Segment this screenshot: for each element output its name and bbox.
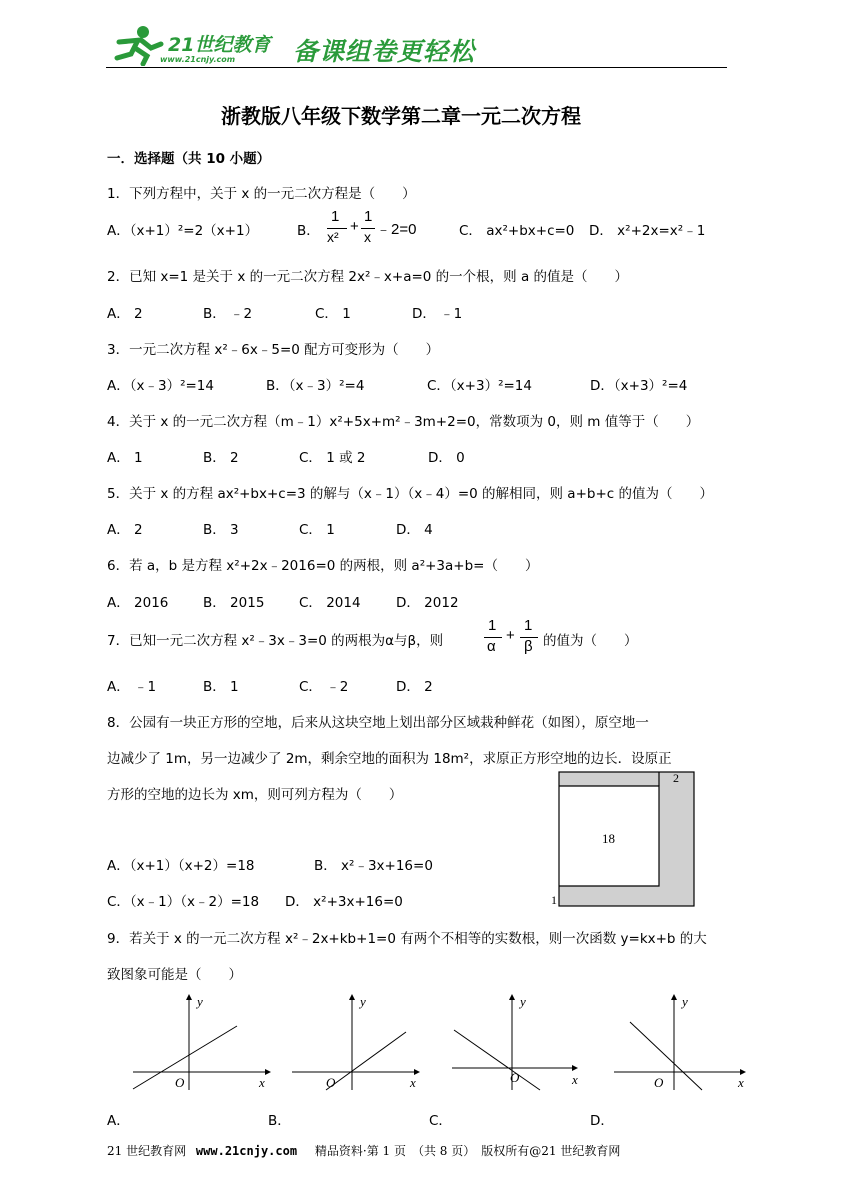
svg-text:y: y [682, 994, 688, 1009]
q5-option-b: B． 3 [203, 522, 239, 538]
svg-text:O: O [326, 1075, 336, 1090]
q2-option-b: B． ﹣2 [203, 306, 253, 322]
q6-option-a: A． 2016 [107, 595, 169, 611]
q5-option-c: C． 1 [299, 522, 335, 538]
question-7-stem-end: 的值为（ ） [543, 633, 638, 649]
q1-option-b: B． [297, 223, 320, 239]
q3-option-c: C．（x+3）²=14 [427, 378, 532, 394]
svg-text:x: x [572, 1072, 578, 1087]
q8-left-label: 1 [551, 893, 557, 907]
q3-option-b: B．（x﹣3）²=4 [266, 378, 365, 394]
footer-site: 21 世纪教育网 [107, 1144, 187, 1158]
q7-option-b: B． 1 [203, 679, 239, 695]
q9-option-a: A． [107, 1113, 130, 1129]
question-7-stem-start: 7．已知一元二次方程 x²﹣3x﹣3=0 的两根为α与β，则 [107, 633, 444, 649]
q8-area-label: 18 [602, 831, 615, 846]
footer-page-info: 精品资料·第 1 页 （共 8 页） 版权所有@21 世纪教育网 [314, 1144, 621, 1158]
q3-option-d: D．（x+3）²=4 [590, 378, 688, 394]
question-8-line-2: 边减少了 1m，另一边减少了 2m，剩余空地的面积为 18m²，求原正方形空地的边长．设原正 [107, 751, 672, 767]
q6-option-c: C． 2014 [299, 595, 361, 611]
footer [107, 1142, 620, 1159]
q9-option-b: B． [268, 1113, 291, 1129]
q9-graph-a [125, 992, 275, 1092]
question-8-line-3: 方形的空地的边长为 xm，则可列方程为（ ） [107, 787, 403, 803]
page-title: 浙教版八年级下数学第二章一元二次方程 [221, 104, 581, 128]
q2-option-a: A． 2 [107, 306, 143, 322]
q1-option-c: C． ax²+bx+c=0 [459, 223, 575, 239]
logo-brand: 21世纪教育 [168, 34, 271, 56]
logo-url: www.21cnjy.com [160, 55, 236, 64]
question-3-stem: 3．一元二次方程 x²﹣6x﹣5=0 配方可变形为（ ） [107, 342, 440, 358]
question-5-stem: 5．关于 x 的方程 ax²+bx+c=3 的解与（x﹣1）（x﹣4）=0 的解相同，则 a+b+c 的值为（ ） [107, 486, 713, 502]
q1-option-a: A．（x+1）²=2（x+1） [107, 223, 259, 239]
footer-url[interactable]: www.21cnjy.com [195, 1144, 298, 1158]
q7-option-c: C． ﹣2 [299, 679, 349, 695]
q7-option-a: A． ﹣1 [107, 679, 157, 695]
q5-option-d: D． 4 [396, 522, 433, 538]
q8-option-a: A．（x+1）（x+2）=18 [107, 858, 255, 874]
runner-logo-icon [107, 24, 167, 66]
q8-option-d: D． x²+3x+16=0 [285, 894, 403, 910]
question-2-stem: 2．已知 x=1 是关于 x 的一元二次方程 2x²﹣x+a=0 的一个根，则 a 的值是（ ） [107, 269, 629, 285]
q9-option-d: D． [590, 1113, 614, 1129]
q4-option-c: C． 1 或 2 [299, 450, 366, 466]
section-heading: 一．选择题（共 10 小题） [107, 151, 271, 167]
q4-option-a: A． 1 [107, 450, 143, 466]
svg-text:O: O [510, 1070, 520, 1085]
header-slogan: 备课组卷更轻松 [293, 37, 476, 66]
question-9-line-1: 9．若关于 x 的一元二次方程 x²﹣2x+kb+1=0 有两个不相等的实数根，则一次函数 y=kx+b 的大 [107, 931, 707, 947]
q6-option-b: B． 2015 [203, 595, 265, 611]
svg-text:x: x [410, 1075, 416, 1090]
q8-top-label: 2 [673, 771, 679, 785]
q3-option-a: A．（x﹣3）²=14 [107, 378, 214, 394]
q4-option-b: B． 2 [203, 450, 239, 466]
q6-option-d: D． 2012 [396, 595, 459, 611]
q9-graph-c [448, 992, 598, 1092]
svg-text:y: y [197, 994, 203, 1009]
q2-option-d: D． ﹣1 [412, 306, 463, 322]
question-4-stem: 4．关于 x 的一元二次方程（m﹣1）x²+5x+m²﹣3m+2=0，常数项为 0，则 m 值等于（ ） [107, 414, 700, 430]
svg-text:O: O [175, 1075, 185, 1090]
q8-option-c: C．（x﹣1）（x﹣2）=18 [107, 894, 260, 910]
q9-graph-d [610, 992, 760, 1092]
header-rule [106, 67, 727, 68]
q4-option-d: D． 0 [428, 450, 465, 466]
q1-option-d: D． x²+2x=x²﹣1 [589, 223, 706, 239]
question-9-line-2: 致图象可能是（ ） [107, 967, 242, 983]
svg-text:x: x [738, 1075, 744, 1090]
q8-option-b: B． x²﹣3x+16=0 [314, 858, 433, 874]
svg-text:y: y [360, 994, 366, 1009]
svg-text:O: O [654, 1075, 664, 1090]
question-6-stem: 6．若 a，b 是方程 x²+2x﹣2016=0 的两根，则 a²+3a+b=（ ） [107, 558, 539, 574]
question-8-line-1: 8．公园有一块正方形的空地，后来从这块空地上划出部分区域栽种鲜花（如图），原空地一 [107, 715, 649, 731]
q9-option-c: C． [429, 1113, 452, 1129]
q8-square-figure [545, 768, 701, 910]
svg-text:x: x [259, 1075, 265, 1090]
q5-option-a: A． 2 [107, 522, 143, 538]
question-1-stem: 1．下列方程中，关于 x 的一元二次方程是（ ） [107, 186, 416, 202]
q7-option-d: D． 2 [396, 679, 433, 695]
q9-graph-b [288, 992, 438, 1092]
q2-option-c: C． 1 [315, 306, 351, 322]
svg-text:y: y [520, 994, 526, 1009]
